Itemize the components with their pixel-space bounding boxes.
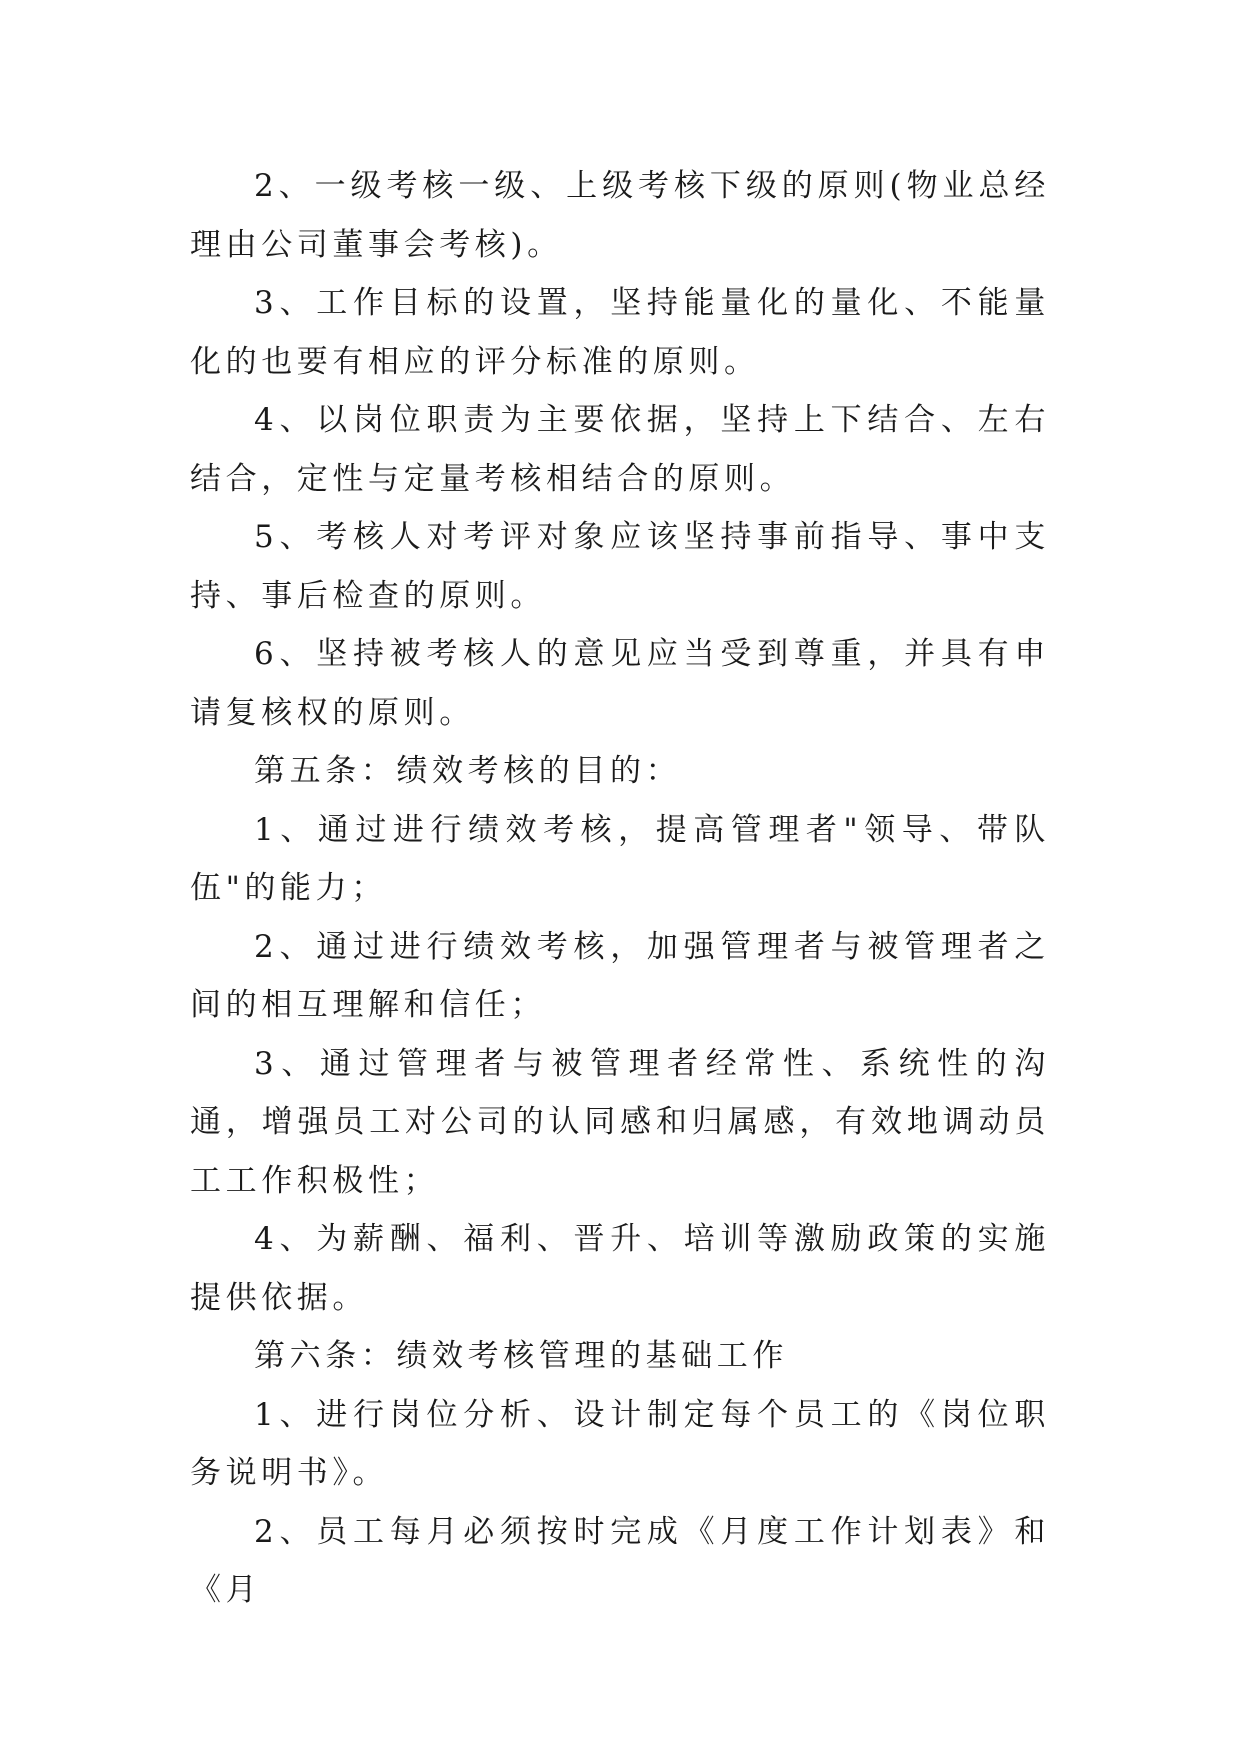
paragraph-purpose-3: 3、通过管理者与被管理者经常性、系统性的沟通，增强员工对公司的认同感和归属感，有效地调动员工工作积极性； bbox=[190, 1045, 1050, 1199]
paragraph-purpose-4: 4、为薪酬、福利、晋升、培训等激励政策的实施提供依据。 bbox=[190, 1221, 1050, 1316]
article-6-heading: 第六条：绩效考核管理的基础工作 bbox=[254, 1338, 788, 1374]
article-5-heading: 第五条：绩效考核的目的： bbox=[254, 753, 682, 789]
paragraph-principle-5: 5、考核人对考评对象应该坚持事前指导、事中支持、事后检查的原则。 bbox=[190, 519, 1050, 614]
paragraph-principle-3: 3、工作目标的设置，坚持能量化的量化、不能量化的也要有相应的评分标准的原则。 bbox=[190, 285, 1050, 380]
paragraph-principle-2: 2、一级考核一级、上级考核下级的原则(物业总经理由公司董事会考核)。 bbox=[190, 168, 1050, 263]
paragraph-basic-work-2: 2、员工每月必须按时完成《月度工作计划表》和《月 bbox=[190, 1513, 1050, 1608]
paragraph-purpose-1: 1、通过进行绩效考核，提高管理者"领导、带队伍"的能力； bbox=[190, 811, 1050, 906]
paragraph-basic-work-1: 1、进行岗位分析、设计制定每个员工的《岗位职务说明书》。 bbox=[190, 1396, 1050, 1491]
document-body bbox=[190, 157, 1050, 1620]
paragraph-purpose-2: 2、通过进行绩效考核，加强管理者与被管理者之间的相互理解和信任； bbox=[190, 928, 1050, 1023]
paragraph-principle-4: 4、以岗位职责为主要依据，坚持上下结合、左右结合，定性与定量考核相结合的原则。 bbox=[190, 402, 1050, 497]
paragraph-principle-6: 6、坚持被考核人的意见应当受到尊重，并具有申请复核权的原则。 bbox=[190, 636, 1050, 731]
